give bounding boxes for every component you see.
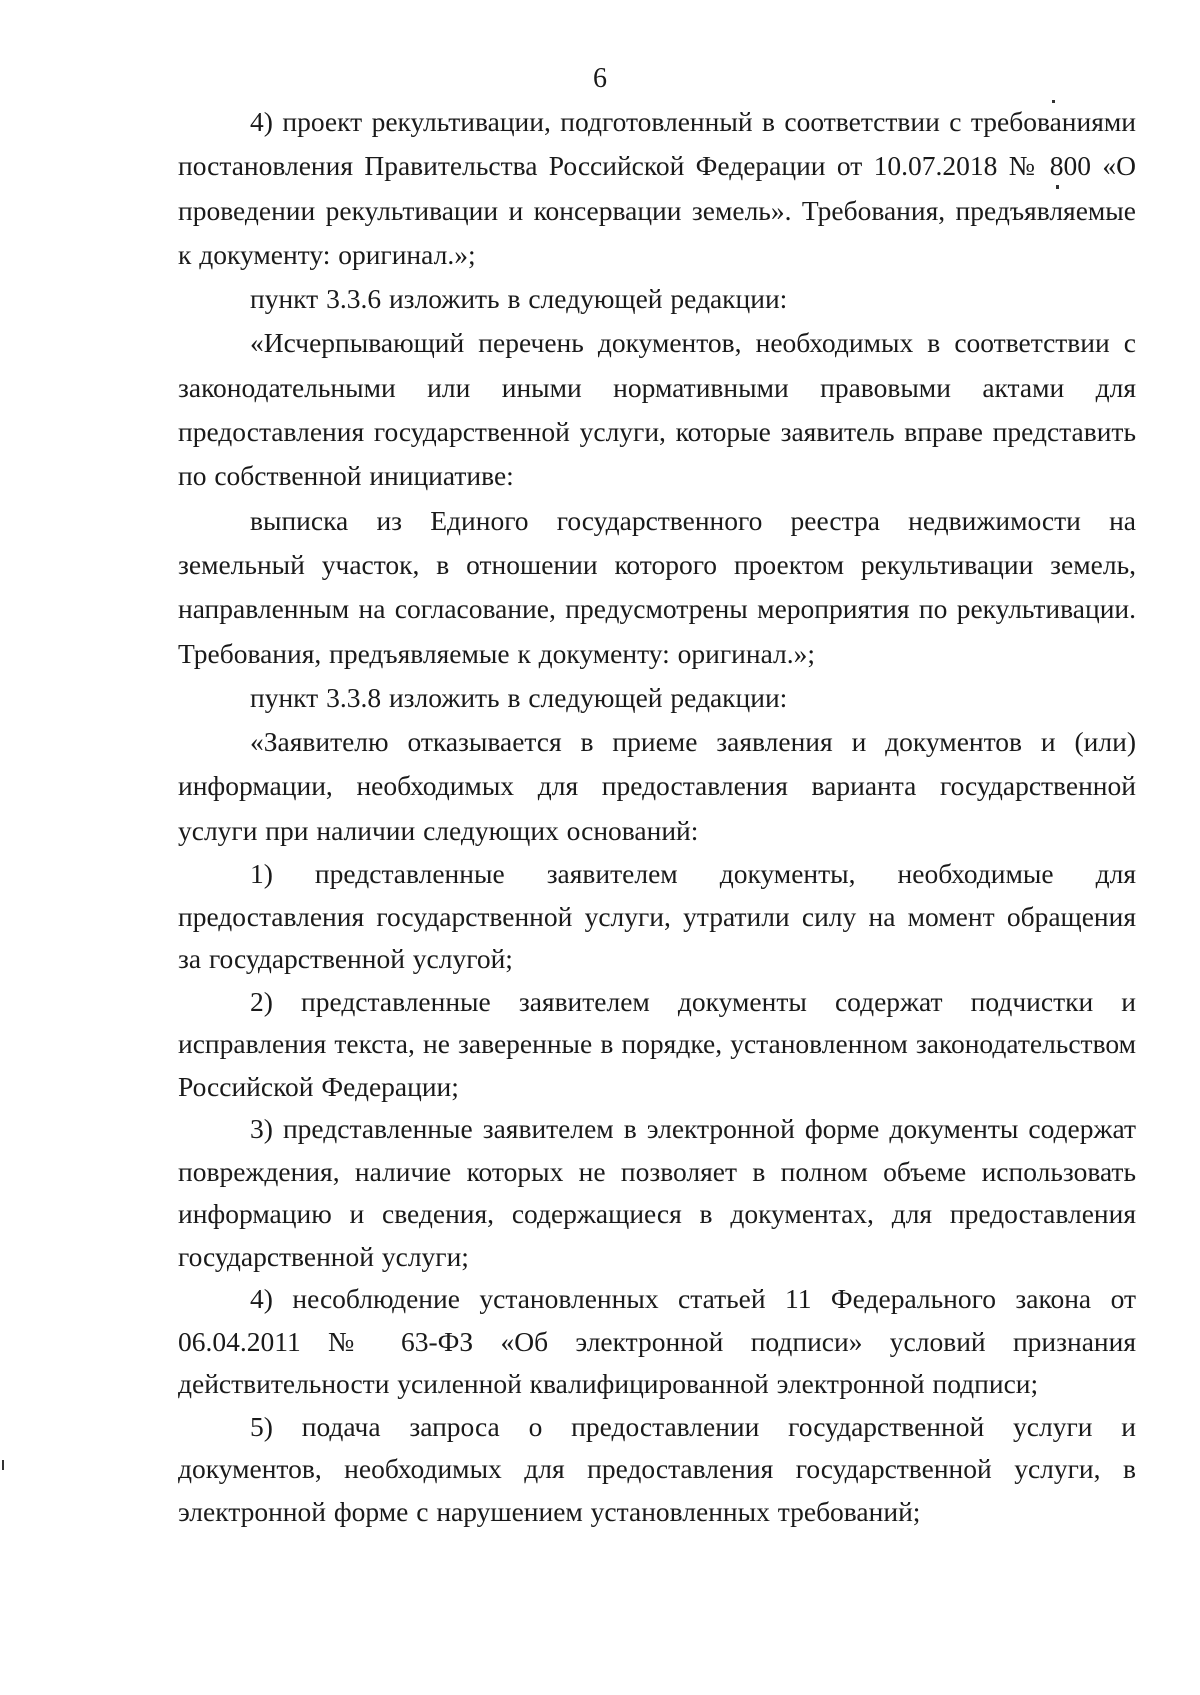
scan-speck [1052, 100, 1055, 103]
paragraph-reclamation-project: 4) проект рекультивации, подготовленный в соответствии с требованиями постановления Правительства Российской Федерации от 10.07.2018 № 800 «О проведении рекультивации и консервации земель». Требования, предъявляемые к документу: оригинал.»; [178, 106, 1136, 270]
paragraph-documents-list: «Исчерпывающий перечень документов, необходимых в соответствии с законодательными или иными нормативными правовыми актами для предоставления государственной услуги, которые заявитель вправе представить по собственной инициативе: [178, 327, 1136, 492]
list-item-ground-3: 3) представленные заявителем в электронной форме документы содержат повреждения, наличие которых не позволяет в полном объеме использовать информацию и сведения, содержащиеся в документах, для предоставления государственной услуги; [178, 1113, 1136, 1272]
paragraph-clause-3-3-6-intro: пункт 3.3.6 изложить в следующей редакции: [250, 283, 788, 315]
list-item-ground-2: 2) представленные заявителем документы содержат подчистки и исправления текста, не заверенные в порядке, установленном законодательством Российской Федерации; [178, 985, 1136, 1102]
page-number: 6 [593, 63, 607, 94]
scan-speck [1056, 185, 1059, 189]
list-item-ground-1: 1) представленные заявителем документы, необходимые для предоставления государственной услуги, утратили силу на момент обращения за государственной услугой; [178, 858, 1136, 975]
paragraph-refusal-grounds: «Заявителю отказывается в приеме заявления и документов и (или) информации, необходимых для предоставления варианта государственной услуги при наличии следующих оснований: [178, 726, 1136, 846]
paragraph-clause-3-3-8-intro: пункт 3.3.8 изложить в следующей редакции: [250, 681, 788, 713]
document-body [178, 100, 1136, 1533]
paragraph-registry-extract: выписка из Единого государственного реестра недвижимости на земельный участок, в отношении которого проектом рекультивации земель, направленным на согласование, предусмотрены мероприятия по рекультивации. Требования, предъявляемые к документу: оригинал.»; [178, 504, 1136, 669]
scan-speck [2, 1460, 4, 1470]
list-item-ground-4: 4) несоблюдение установленных статьей 11 Федерального закона от 06.04.2011 № 63-ФЗ «Об электронной подписи» условий признания действительности усиленной квалифицированной электронной подписи; [178, 1283, 1136, 1400]
list-item-ground-5: 5) подача запроса о предоставлении государственной услуги и документов, необходимых для предоставления государственной услуги, в электронной форме с нарушением установленных требований; [178, 1410, 1136, 1527]
